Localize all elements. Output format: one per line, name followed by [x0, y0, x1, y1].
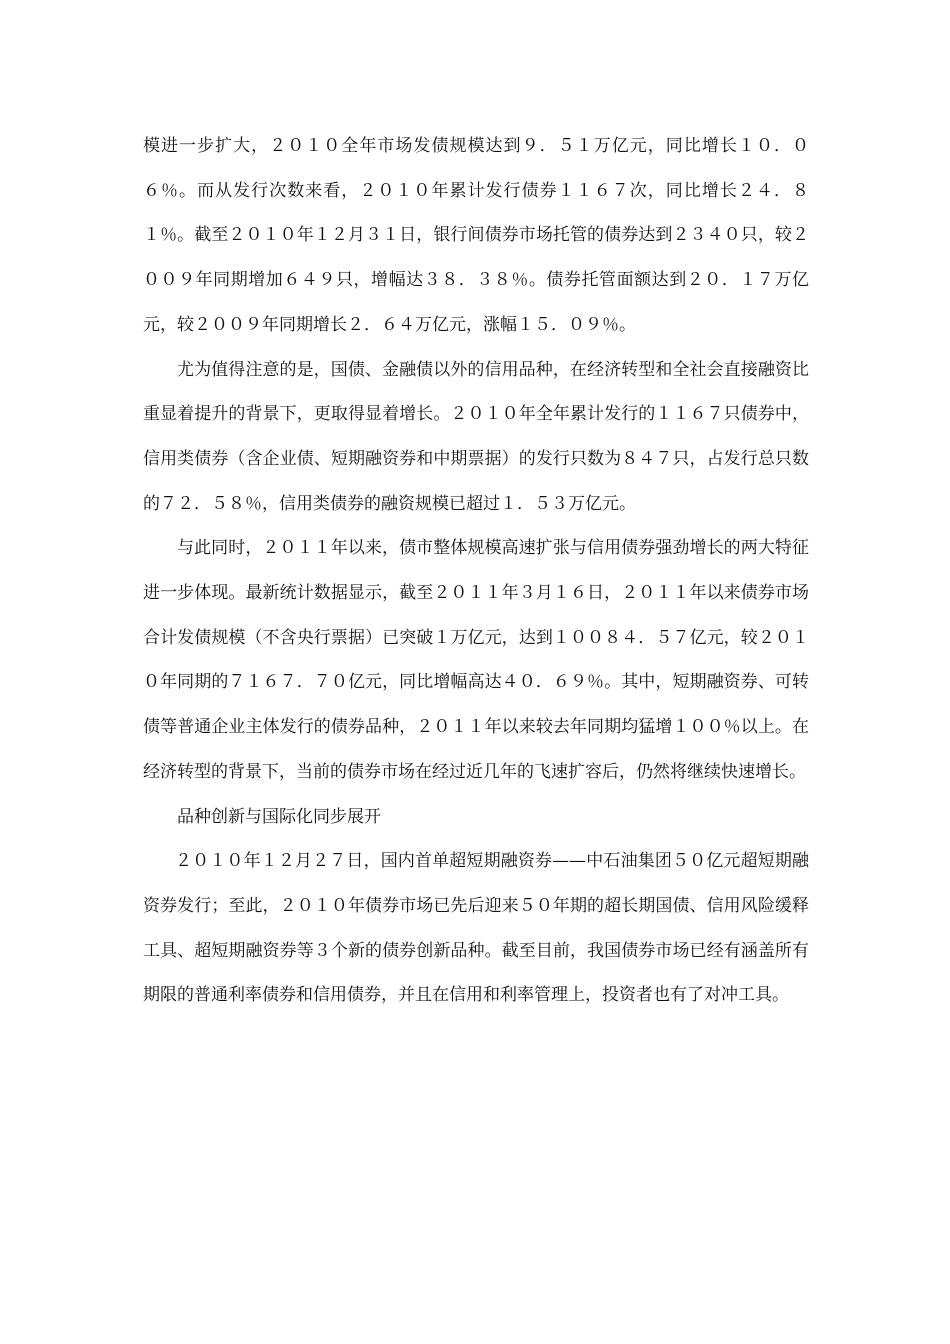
section-heading: 品种创新与国际化同步展开: [177, 806, 381, 827]
paragraph-market-scale: 模进一步扩大，２０１０全年市场发债规模达到９．５１万亿元，同比增长１０．０６％。而从发行次数来看，２０１０年累计发行债券１１６７次，同比增长２４．８１％。截至２０１０年１２月３１日，银行间债券市场托管的债券达到２３４０只，较２００９年同期增加６４９只，增幅达３８．３８％。债券托管面额达到２０．１７万亿元，较２００９年同期增长２．６４万亿元，涨幅１５．０９％。: [143, 136, 809, 335]
document-body: [143, 124, 809, 1018]
paragraph-credit-bonds: 尤为值得注意的是，国债、金融债以外的信用品种，在经济转型和全社会直接融资比重显着提升的背景下，更取得显着增长。２０１０年全年累计发行的１１６７只债券中，信用类债券（含企业债、短期融资券和中期票据）的发行只数为８４７只，占发行总只数的７２．５８％，信用类债券的融资规模已超过１．５３万亿元。: [143, 359, 809, 514]
paragraph-2011-growth: 与此同时，２０１１年以来，债市整体规模高速扩张与信用债券强劲增长的两大特征进一步体现。最新统计数据显示，截至２０１１年３月１６日，２０１１年以来债券市场合计发债规模（不含央行票据）已突破１万亿元，达到１００８４．５７亿元，较２０１０年同期的７１６７．７０亿元，同比增幅高达４０．６９％。其中，短期融资券、可转债等普通企业主体发行的债券品种，２０１１年以来较去年同期均猛增１００％以上。在经济转型的背景下，当前的债券市场在经过近几年的飞速扩容后，仍然将继续快速增长。: [143, 538, 809, 782]
paragraph-innovation: ２０１０年１２月２７日，国内首单超短期融资券——中石油集团５０亿元超短期融资券发行；至此，２０１０年债券市场已先后迎来５０年期的超长期国债、信用风险缓释工具、超短期融资券等３个新的债券创新品种。截至目前，我国债券市场已经有涵盖所有期限的普通利率债券和信用债券，并且在信用和利率管理上，投资者也有了对冲工具。: [143, 851, 809, 1006]
